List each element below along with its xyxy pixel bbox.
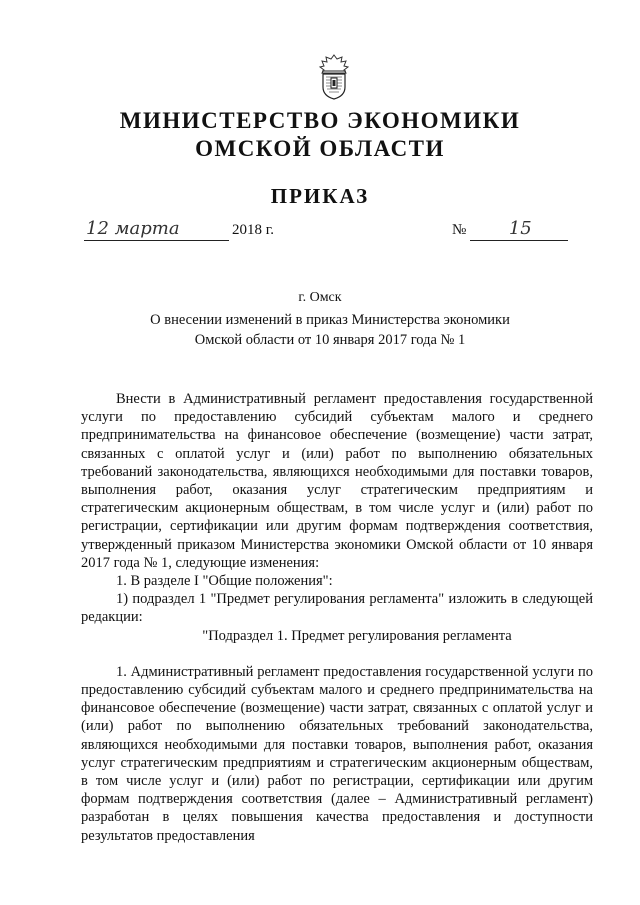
subject-line1: О внесении изменений в приказ Министерства экономики [150,312,510,328]
omsk-coat-of-arms-icon [318,54,350,100]
ministry-name-line2: ОМСКОЙ ОБЛАСТИ [195,136,445,161]
paragraph-1: 1. Административный регламент предоставления государственной услуги по предоставлению субсидий субъектам малого и среднего предпринимательства на финансовое обеспечение (возмещение) части затрат, связанных с оплатой услуг и (или) работ по выполнению обязательных требований законодательства, являющихся необходимыми для поставки товаров, выполнения работ, оказания услуг стратегическим предприятиям и стратегическим акционерным обществам, в том числе услуг и (или) работ по регистрации, сертификации или другим формам подтверждения соответствия (далее – Административный регламент) разработан в целях повышения качества предоставления и доступности результатов предоставления [81,663,593,844]
subject-line2: Омской области от 10 января 2017 года № 1 [194,332,466,348]
order-body [81,390,593,845]
intro-paragraph: Внести в Административный регламент предоставления государственной услуги по предоставлению субсидий субъектам малого и среднего предпринимательства на финансовое обеспечение (возмещение) части затрат, связанных с оплатой услуг и (или) работ по выполнению обязательных требований законодательства, являющихся необходимыми для поставки товаров, выполнения работ, оказания услуг стратегическим предприятиям и стратегическим акционерным обществам, в том числе услуг и (или) работ по регистрации, сертификации или другим формам подтверждения соответствия, утвержденный приказом Министерства экономики Омской области от 10 января 2017 года № 1, следующие изменения: [81,391,593,571]
subsection-title: "Подраздел 1. Предмет регулирования регламента [202,627,512,644]
ministry-name-line1: МИНИСТЕРСТВО ЭКОНОМИКИ [119,108,521,133]
order-year: 2018 г. [232,222,274,238]
city-name: г. Омск [298,290,342,305]
order-date [84,218,274,241]
handwritten-number: 15 [470,218,568,241]
item-1: 1. В разделе I "Общие положения": [116,573,333,590]
item-1-1: 1) подраздел 1 "Предмет регулирования регламента" изложить в следующей редакции: [81,591,593,626]
order-number [452,218,568,241]
number-label: № [452,222,467,238]
handwritten-date: 12 марта [84,218,229,241]
document-type-title: ПРИКАЗ [270,184,370,208]
order-subject [120,310,540,350]
